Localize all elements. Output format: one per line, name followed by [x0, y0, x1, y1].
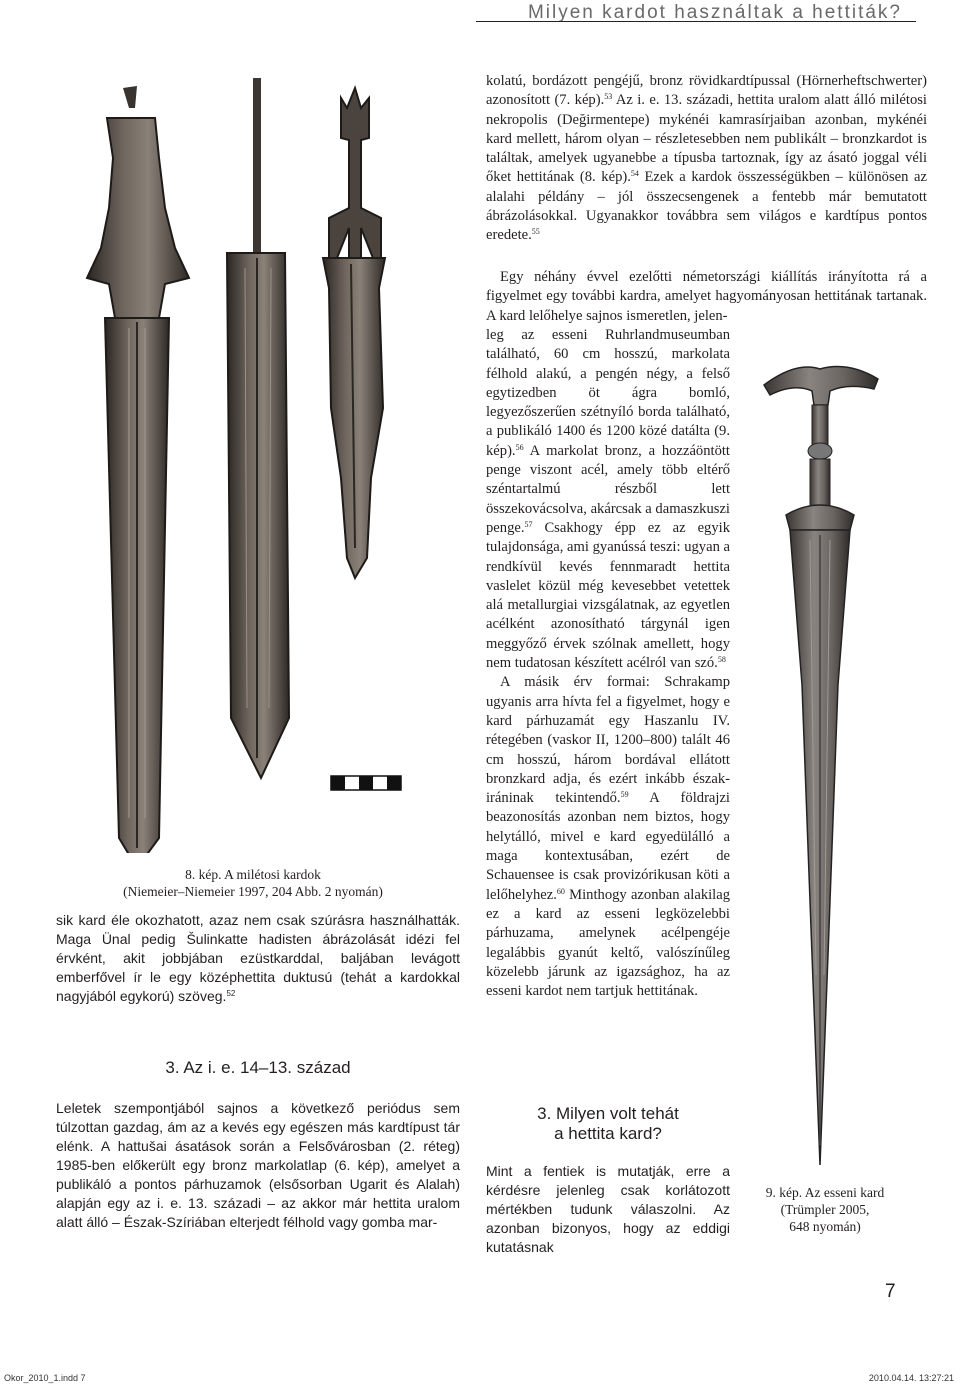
running-header: Milyen kardot használtak a hettiták? — [527, 2, 902, 23]
sword-1 — [87, 86, 189, 853]
footnote-ref: 59 — [620, 790, 629, 800]
right-narrow-column — [486, 326, 730, 1001]
right-paragraph-2-body — [486, 326, 730, 673]
section-4-heading — [486, 1104, 730, 1144]
page-number: 7 — [885, 1281, 896, 1302]
right-p1-text-b: Az i. e. 13. századi, hettita uralom alatt álló milétosi nekropolis (Değirmentepe) mykénéi kamrasírjaiban azonban, mykénéi kard mellett, három olyan – részletesebben nem publikált – bronzkardot is találtak, amelyek ugyanebbe a típusba tartoznak, így az ásató joggal véli őket hettitának (8. kép). — [486, 92, 927, 186]
left-paragraph-text: sik kard éle okozhatott, azaz nem csak szúrásra használhatták. Maga Ünal pedig Šulinkatte hadisten ábrázolását idézi fel érvként, akit jobbjában ezüstkarddal, baljában levágott emberfővel ír le egy középhettita duktusú (tehát a kardokkal nagyjából egykorú) szöveg. — [56, 912, 460, 1004]
right-p1-text-c: Ezek a kardok összességükben – különösen az alalahi példány – jól összecsengenek a fentebb már bemutatott ábrázolásokkal. Ugyanakkor továbbra sem világos e kardtípus pontos eredete. — [486, 169, 927, 244]
footnote-ref: 60 — [556, 886, 565, 896]
footnote-ref: 53 — [604, 92, 613, 102]
right-p1-text-a: kolatú, bordázott pengéjű, bronz rövidkardtípussal (Hörnerheftschwerter) azonosított (7. kép). — [486, 73, 927, 109]
section-3-paragraph: Leletek szempontjából sajnos a következő periódus sem túlzottan gazdag, ám az a kevés egy egészen más kardtípust tár elénk. A hattušai ásatások során a Felsővárosban (2. réteg) 1985-ben előkerült egy bronz markolatlap (6. kép), amelyet a publikáló a pontos párhuzamok (elsősorban Ugarit és Alalah) alapján egy az i. e. 13. századi – az akkor már hettita uralom alatt álló – Észak-Szíriában elterjedt félhold vagy gomba mar- — [56, 1100, 460, 1230]
footnote-ref: 56 — [515, 442, 524, 452]
footnote-ref: 55 — [531, 227, 540, 237]
sword-2 — [227, 78, 289, 778]
figure-9-caption-source-end: 648 nyomán) — [789, 1219, 861, 1234]
right-p3-text-b: A földrajzi beazonosítás azonban nem biztos, hogy helytálló, mivel e kard egyedülálló a maga kontextusában, ezért de Schauensee is csak provizórikusan köti a lelőhelyhez. — [486, 790, 730, 903]
sword-3 — [323, 88, 385, 578]
section-4-paragraph: Mint a fentiek is mutatják, erre a kérdésre jelenleg csak korlátozott mértékben tudunk válaszolni. Az azonban bizonyos, hogy az eddigi kutatásnak — [486, 1163, 730, 1255]
figure-8-miletos-swords — [85, 78, 425, 853]
slug-file: Okor_2010_1.indd 7 — [4, 1373, 86, 1383]
scale-bar — [331, 776, 401, 790]
right-p3-text-c: Minthogy azonban alakilag ez a kard az esseni legközelebbi párhuzama, amelynek acélpengéje legalábbis gyanút keltő, valószínűleg közelebb járunk az igazsághoz, ha az esseni kardot nem tartjuk hettitának. — [486, 886, 730, 1000]
right-p3-text-a: A másik érv formai: Schrakamp ugyanis arra hívta fel a figyelmet, hogy e kard párhuzamát egy Haszanlu IV. rétegében (vaskor II, 1200–800) talált 46 cm hosszú, három bordával ellátott bronzkard adja, és ezért inkább észak-iráninak tekintendő. — [486, 674, 730, 807]
right-p2-text-b: A markolat bronz, a hozzáöntött penge viszont acél, amely több eltérő széntartalmú részből lett összekovácsolva, akárcsak a damaszkuszi penge. — [486, 442, 730, 536]
right-paragraph-2-intro: Egy néhány évvel ezelőtti németországi kiállítás irányította rá a figyelmet egy további kardra, amelyet hagyományosan hettitának tartanak. A kard lelőhelye sajnos ismeretlen, jelen- — [486, 269, 927, 324]
figure-9-caption — [745, 1184, 905, 1235]
section-4-heading-line-2: a hettita kard? — [554, 1124, 662, 1143]
right-p2-text-a: leg az esseni Ruhrlandmuseumban található, 60 cm hosszú, markolata félhold alakú, a pengén négy, a felső egytizedben öt ágra bomló, legyezőszerűen szétnyíló borda található, a publikáló 1400 és 1200 közé datálta (9. kép). — [486, 327, 730, 459]
header-rule — [476, 21, 916, 22]
footnote-ref: 58 — [717, 655, 726, 665]
left-paragraph-continued — [56, 911, 460, 1006]
right-p2-text-c: Csakhogy épp ez az egyik tulajdonsága, ami gyanússá teszi: ugyan a rendkívül kevés fennmaradt hettita vaslelet közül még kevesebbet vetettek alá metallurgiai vizsgálatnak, az egyetlen acélként azonosítható tárgynál igen meggyőző érvek szólnak amellett, hogy nem tudatosan készített acélról van szó. — [486, 519, 730, 672]
figure-9-caption-title: 9. kép. Az esseni kard — [765, 1185, 885, 1200]
figure-9-essen-sword — [756, 355, 896, 1170]
footnote-ref: 52 — [226, 989, 236, 998]
section-3-heading: 3. Az i. e. 14–13. század — [165, 1058, 351, 1077]
figure-8-caption-title: 8. kép. A milétosi kardok — [185, 867, 321, 882]
figure-9-caption-source: (Trümpler 2005, — [780, 1202, 870, 1217]
section-4-heading-line-1: 3. Milyen volt tehát — [537, 1104, 679, 1123]
slug-date: 2010.04.14. 13:27:21 — [868, 1373, 954, 1383]
right-paragraph-1 — [486, 72, 927, 246]
footnote-ref: 57 — [524, 519, 533, 529]
figure-8-caption-source: (Niemeier–Niemeier 1997, 204 Abb. 2 nyomán) — [123, 884, 383, 899]
footnote-ref: 54 — [630, 169, 639, 179]
figure-8-caption — [78, 866, 428, 900]
right-paragraph-3 — [486, 673, 730, 1001]
